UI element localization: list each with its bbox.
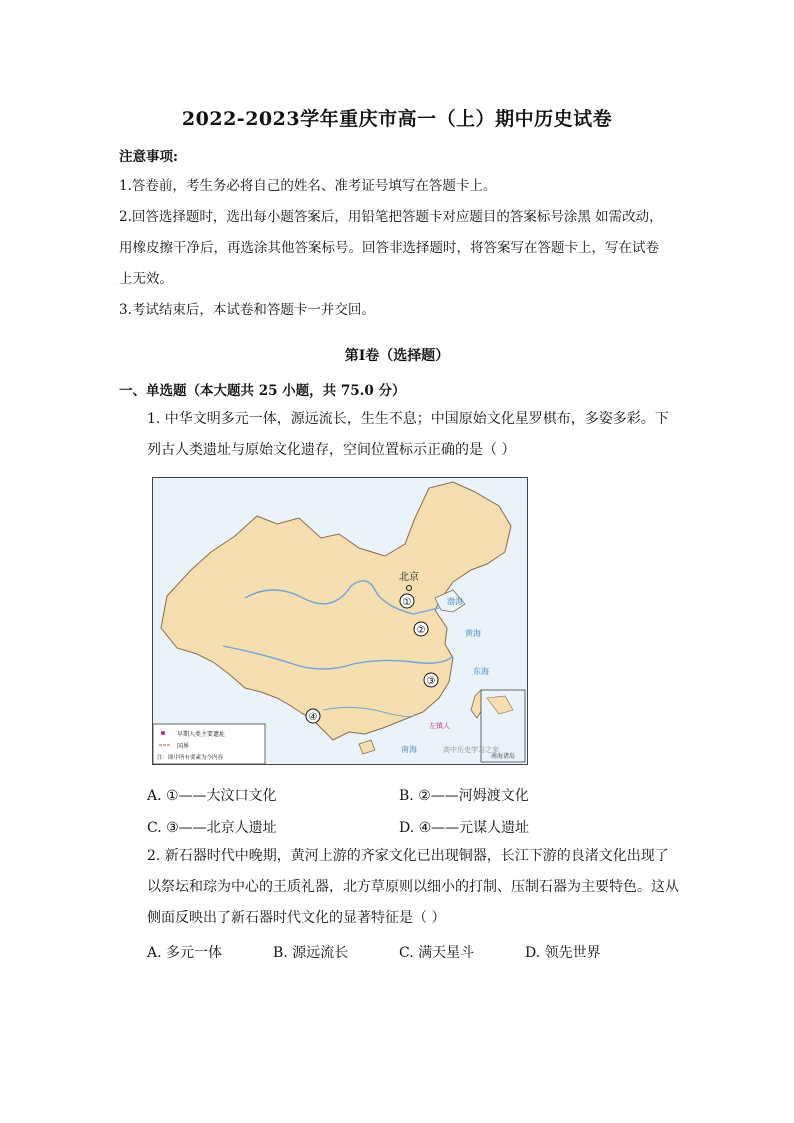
question-1-line-2: 列古人类遗址与原始文化遗存，空间位置标示正确的是（ ） [147,442,516,458]
question-1-line-1: 1. 中华文明多元一体，源远流长，生生不息；中国原始文化星罗棋布，多姿多彩。下 [147,411,669,427]
q2-option-b[interactable]: B. 源远流长 [273,945,349,961]
note-item-2: 2.回答选择题时，选出每小题答案后，用铅笔把答题卡对应题目的答案标号涂黑 如需改动， [119,209,663,225]
legend-border: 国界 [177,743,190,750]
question-2-line-2: 以祭坛和琮为中心的王质礼器，北方草原则以细小的打制、压制石器为主要特色。这从 [147,879,679,895]
q1-option-d[interactable]: D. ④——元谋人遗址 [399,820,530,836]
note-item-3: 3.考试结束后，本试卷和答题卡一并交回。 [119,302,375,318]
part-heading: 一、单选题（本大题共 25 小题，共 75.0 分） [119,383,406,399]
china-map [152,477,528,765]
china-map-svg [153,478,527,764]
note-item-2-end: 上无效。 [119,271,173,287]
sea-label-nanhai: 南海 [401,745,417,754]
watermark: 高中历史学习之家 [443,746,499,754]
legend-note: 注：图中所有要素为今内容 [157,755,224,761]
inset-label: 南海诸岛 [490,753,516,760]
note-item-1: 1.答卷前，考生务必将自己的姓名、准考证号填写在答题卡上。 [119,178,497,194]
q2-option-a[interactable]: A. 多元一体 [147,945,223,961]
notes-heading: 注意事项: [119,149,178,165]
q2-option-c[interactable]: C. 满天星斗 [399,945,475,961]
question-2-line-1: 2. 新石器时代中晚期，黄河上游的齐家文化已出现铜器，长江下游的良渚文化出现了 [147,848,669,864]
note-item-2-cont: 用橡皮擦干净后，再选涂其他答案标号。回答非选择题时，将答案写在答题卡上，写在试卷 [119,240,659,256]
marker-1: ① [402,597,412,608]
section-title: 第Ⅰ卷（选择题） [344,348,450,364]
q1-option-c[interactable]: C. ③——北京人遗址 [147,820,277,836]
beijing-label: 北京 [399,572,419,583]
marker-2: ② [416,625,426,636]
zuozhen-label: 左镇人 [429,722,450,730]
marker-3: ③ [426,676,436,687]
q1-option-b[interactable]: B. ②——河姆渡文化 [399,788,529,804]
sea-label-donghai: 东海 [473,667,489,676]
q1-option-a[interactable]: A. ①——大汶口文化 [147,788,277,804]
q2-option-d[interactable]: D. 领先世界 [525,945,601,961]
marker-4: ④ [308,712,318,723]
page-title: 2022-2023学年重庆市高一（上）期中历史试卷 [181,108,613,130]
sea-label-bohai: 渤海 [447,597,463,606]
question-2-line-3: 侧面反映出了新石器时代文化的显著特征是（ ） [147,910,446,926]
legend-site-symbol [161,731,165,735]
sea-label-huanghai: 黄海 [465,629,481,638]
legend-site: 早期人类主要遗址 [177,731,226,738]
